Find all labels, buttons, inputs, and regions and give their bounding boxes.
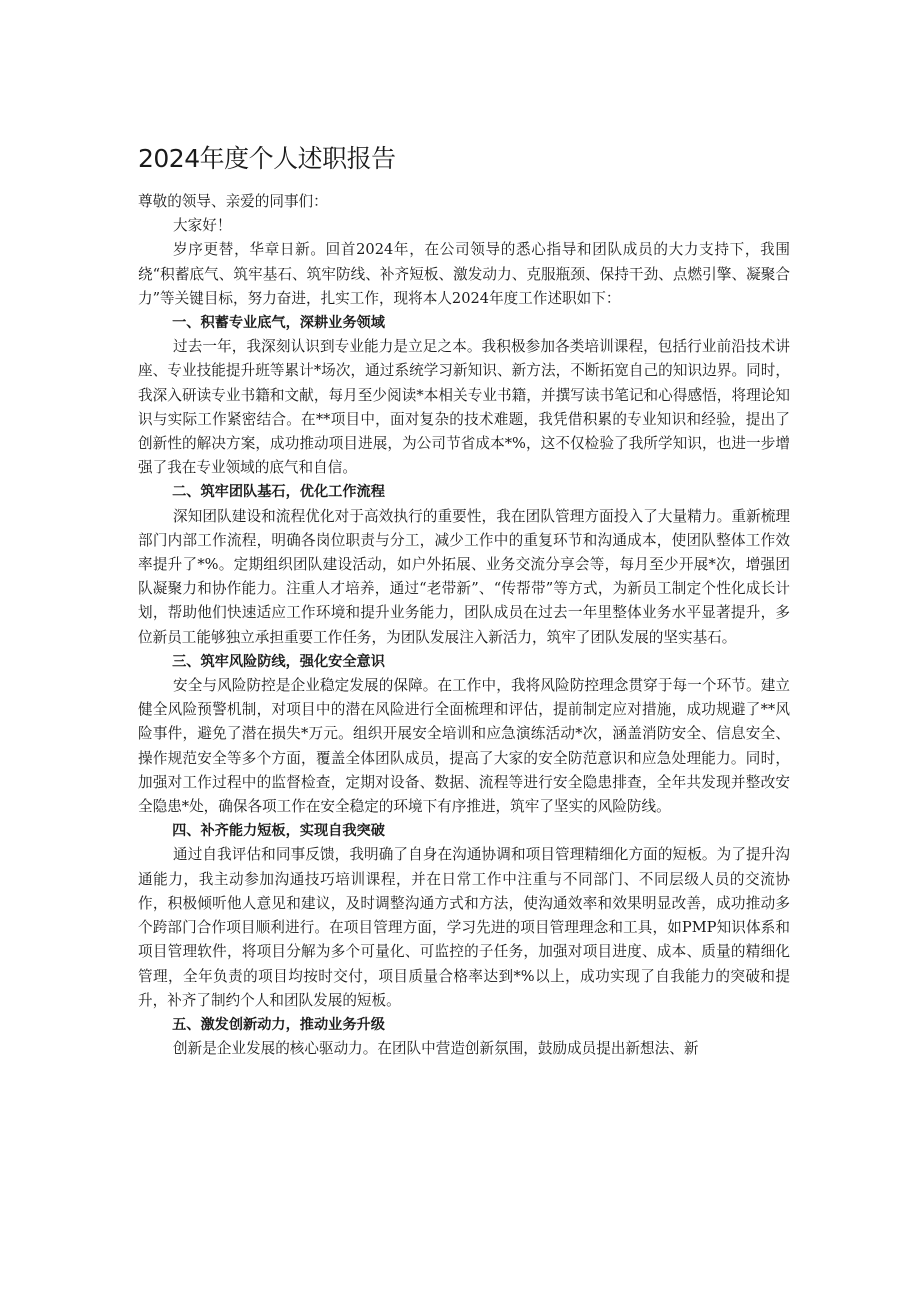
section-heading-3: 三、筑牢风险防线，强化安全意识: [172, 653, 385, 670]
section-heading-2: 二、筑牢团队基石，优化工作流程: [172, 484, 385, 501]
greeting: 大家好！: [173, 217, 232, 235]
section-heading-5: 五、激发创新动力，推动业务升级: [172, 1016, 385, 1033]
document-title: 2024年度个人述职报告: [138, 144, 396, 173]
salutation: 尊敬的领导、亲爱的同事们：: [138, 193, 328, 210]
section-heading-4: 四、补齐能力短板，实现自我突破: [172, 823, 385, 840]
section-body-2: 深知团队建设和流程优化对于高效执行的重要性，我在团队管理方面投入了大量精力。重新梳理部门内部工作流程，明确各岗位职责与分工，减少工作中的重复环节和沟通成本，使团队整体工作效率提升了*%。定期组织团队建设活动，如户外拓展、业务交流分享会等，每月至少开展*次，增强团队凝聚力和协作能力。注重人才培养，通过“老带新”、“传帮带”等方式，为新员工制定个性化成长计划，帮助他们快速适应工作环境和提升业务能力，团队成员在过去一年里整体业务水平显著提升，多位新员工能够独立承担重要工作任务，为团队发展注入新活力，筑牢了团队发展的坚实基石。: [138, 507, 790, 646]
section-body-5: 创新是企业发展的核心驱动力。在团队中营造创新氛围，鼓励成员提出新想法、新: [173, 1040, 699, 1058]
report-page: [138, 142, 790, 1061]
intro-paragraph: 岁序更替，华章日新。回首2024年，在公司领导的悉心指导和团队成员的大力支持下，我围绕“积蓄底气、筑牢基石、筑牢防线、补齐短板、激发动力、克服瓶颈、保持干劲、点燃引擎、凝聚合力”等关键目标，努力奋进，扎实工作，现将本人2024年度工作述职如下：: [138, 241, 790, 307]
section-heading-1: 一、积蓄专业底气，深耕业务领域: [172, 315, 385, 332]
section-body-4: 通过自我评估和同事反馈，我明确了自身在沟通协调和项目管理精细化方面的短板。为了提升沟通能力，我主动参加沟通技巧培训课程，并在日常工作中注重与不同部门、不同层级人员的交流协作，积极倾听他人意见和建议，及时调整沟通方式和方法，使沟通效率和效果明显改善，成功推动多个跨部门合作项目顺利进行。在项目管理方面，学习先进的项目管理理念和工具，如PMP知识体系和项目管理软件，将项目分解为多个可量化、可监控的子任务，加强对项目进度、成本、质量的精细化管理，全年负责的项目均按时交付，项目质量合格率达到*%以上，成功实现了自我能力的突破和提升，补齐了制约个人和团队发展的短板。: [138, 846, 790, 1009]
section-body-1: 过去一年，我深刻认识到专业能力是立足之本。我积极参加各类培训课程，包括行业前沿技术讲座、专业技能提升班等累计*场次，通过系统学习新知识、新方法，不断拓宽自己的知识边界。同时，我深入研读专业书籍和文献，每月至少阅读*本相关专业书籍，并撰写读书笔记和心得感悟，将理论知识与实际工作紧密结合。在**项目中，面对复杂的技术难题，我凭借积累的专业知识和经验，提出了创新性的解决方案，成功推动项目进展，为公司节省成本*%，这不仅检验了我所学知识，也进一步增强了我在专业领域的底气和自信。: [138, 338, 790, 477]
section-body-3: 安全与风险防控是企业稳定发展的保障。在工作中，我将风险防控理念贯穿于每一个环节。建立健全风险预警机制，对项目中的潜在风险进行全面梳理和评估，提前制定应对措施，成功规避了**风险事件，避免了潜在损失*万元。组织开展安全培训和应急演练活动*次，涵盖消防安全、信息安全、操作规范安全等多个方面，覆盖全体团队成员，提高了大家的安全防范意识和应急处理能力。同时，加强对工作过程中的监督检查，定期对设备、数据、流程等进行安全隐患排查，全年共发现并整改安全隐患*处，确保各项工作在安全稳定的环境下有序推进，筑牢了坚实的风险防线。: [138, 677, 790, 816]
